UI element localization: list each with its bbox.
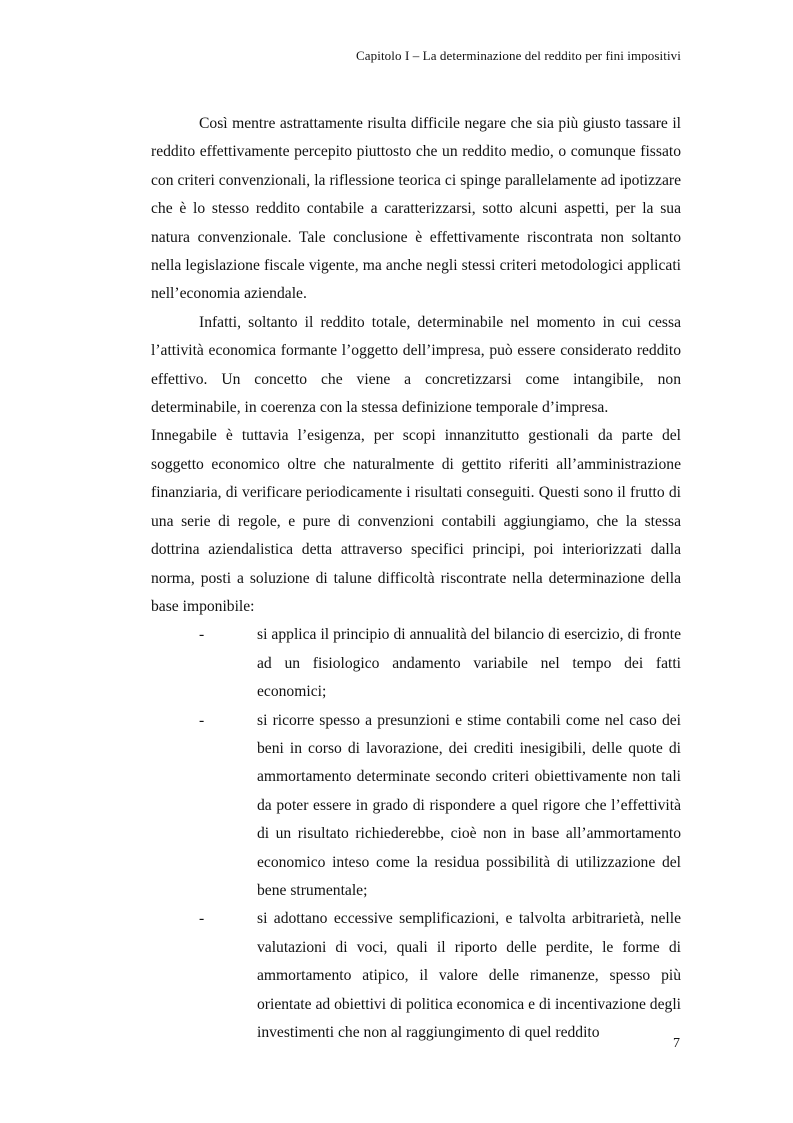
list-item	[151, 707, 681, 906]
paragraph: Innegabile è tuttavia l’esigenza, per scopi innanzitutto gestionali da parte del soggetto economico oltre che naturalmente di gettito riferiti all’amministrazione finanziaria, di verificare periodicamente i risultati conseguiti. Questi sono il frutto di una serie di regole, e pure di convenzioni contabili aggiungiamo, che la stessa dottrina aziendalistica detta attraverso specifici principi, poi interiorizzati dalla norma, posti a soluzione di talune difficoltà riscontrate nella determinazione della base imponibile:	[151, 427, 681, 615]
body-text	[151, 110, 681, 1047]
bullet-dash: -	[199, 711, 205, 729]
paragraph: Infatti, soltanto il reddito totale, determinabile nel momento in cui cessa l’attività economica formante l’oggetto dell’impresa, può essere considerato reddito effettivo. Un concetto che viene a concretizzarsi come intangibile, non determinabile, in coerenza con la stessa definizione temporale d’impresa.	[151, 313, 681, 417]
bullet-dash: -	[199, 910, 205, 928]
list-item	[151, 905, 681, 1047]
running-header: Capitolo I – La determinazione del reddito per fini impositivi	[356, 48, 681, 63]
page-number: 7	[673, 1036, 680, 1051]
list-item-text: si adottano eccessive semplificazioni, e talvolta arbitrarietà, nelle valutazioni di voci, quali il riporto delle perdite, le forme di ammortamento atipico, il valore delle rimanenze, spesso più orientate ad obiettivi di politica economica e di incentivazione degli investimenti che non al raggiungimento di quel reddito	[257, 910, 681, 1041]
list-item-text: si ricorre spesso a presunzioni e stime contabili come nel caso dei beni in corso di lavorazione, dei crediti inesigibili, delle quote di ammortamento determinate secondo criteri obiettivamente non tali da poter essere in grado di rispondere a quel rigore che l’effettività di un risultato richiederebbe, cioè non in base all’ammortamento economico inteso come la residua possibilità di utilizzazione del bene strumentale;	[257, 711, 681, 899]
list-item-text: si applica il principio di annualità del bilancio di esercizio, di fronte ad un fisiologico andamento variabile nel tempo dei fatti economici;	[257, 626, 681, 701]
bullet-list	[151, 621, 681, 1047]
bullet-dash: -	[199, 626, 205, 644]
paragraph: Così mentre astrattamente risulta difficile negare che sia più giusto tassare il reddito effettivamente percepito piuttosto che un reddito medio, o comunque fissato con criteri convenzionali, la riflessione teorica ci spinge parallelamente ad ipotizzare che è lo stesso reddito contabile a caratterizzarsi, sotto alcuni aspetti, per la sua natura convenzionale. Tale conclusione è effettivamente riscontrata non soltanto nella legislazione fiscale vigente, ma anche negli stessi criteri metodologici applicati nell’economia aziendale.	[151, 115, 681, 303]
list-item	[151, 621, 681, 706]
